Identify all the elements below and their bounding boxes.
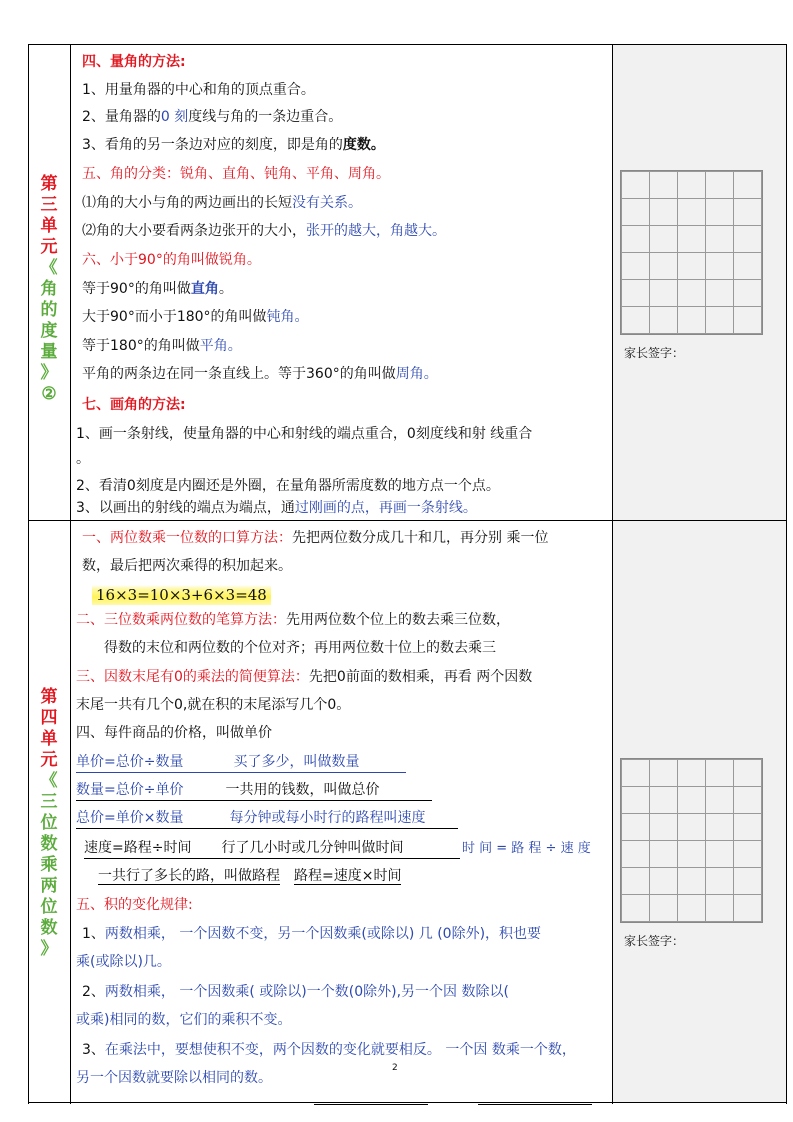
formula-line: 一共行了多长的路，叫做路程 路程=速度×时间 xyxy=(98,868,402,884)
grid-cell xyxy=(650,226,678,253)
grid-cell xyxy=(706,895,734,922)
section-heading: 七、画角的方法: xyxy=(82,397,186,413)
grid-cell xyxy=(734,253,762,280)
unit-title-char: 元 xyxy=(40,750,58,770)
unit-title-char: 乘 xyxy=(40,855,58,875)
text-line: 2、量角器的0 刻度线与角的一条边重合。 xyxy=(82,109,343,125)
unit-title-char: 位 xyxy=(40,813,58,833)
grid-cell xyxy=(734,760,762,787)
text-line: 平角的两条边在同一条直线上。等于360°的角叫做周角。 xyxy=(82,366,438,382)
unit-title-char: 》 xyxy=(40,363,58,383)
grid-cell xyxy=(650,280,678,307)
section-heading: 五、积的变化规律: xyxy=(76,897,193,913)
grid-cell xyxy=(622,841,650,868)
grid-cell xyxy=(650,868,678,895)
grid-cell xyxy=(706,787,734,814)
unit-title-char: 数 xyxy=(40,918,58,938)
unit-title-char: 角 xyxy=(40,279,58,299)
unit-title-char: 》 xyxy=(40,939,58,959)
grid-cell xyxy=(734,868,762,895)
grid-cell xyxy=(650,841,678,868)
grid-cell xyxy=(650,895,678,922)
formula-line: 总价=单价×数量 每分钟或每小时行的路程叫速度 xyxy=(76,808,458,829)
grid-cell xyxy=(734,199,762,226)
grid-cell xyxy=(622,787,650,814)
grid-cell xyxy=(734,280,762,307)
text-line: 二、三位数乘两位数的笔算方法：先用两位数个位上的数去乘三位数， xyxy=(76,612,510,628)
signature-grid xyxy=(620,758,763,923)
text-line: 三、因数末尾有0的乘法的简便算法：先把0前面的数相乘，再看 两个因数 xyxy=(76,669,533,685)
grid-cell xyxy=(622,199,650,226)
parent-signature-label: 家长签字： xyxy=(624,934,685,948)
unit-title-char: 位 xyxy=(40,897,58,917)
text-line: 2、看清0刻度是内圈还是外圈，在量角器所需度数的地方点一个点。 xyxy=(76,478,500,494)
unit-title-char: 四 xyxy=(40,708,58,728)
unit-title-char: 数 xyxy=(40,834,58,854)
grid-cell xyxy=(734,307,762,334)
unit-title-char: 单 xyxy=(40,729,58,749)
unit-title-char: 三 xyxy=(40,792,58,812)
grid-cell xyxy=(734,172,762,199)
grid-cell xyxy=(650,199,678,226)
grid-cell xyxy=(678,172,706,199)
grid-cell xyxy=(734,841,762,868)
text-line: 3、看角的另一条边对应的刻度，即是角的度数。 xyxy=(82,137,385,153)
grid-cell xyxy=(706,841,734,868)
text-line: 末尾一共有几个0,就在积的末尾添写几个0。 xyxy=(76,697,351,713)
grid-cell xyxy=(706,814,734,841)
text-line: 乘(或除以)几。 xyxy=(76,954,171,970)
grid-cell xyxy=(622,280,650,307)
section-heading: 四、量角的方法: xyxy=(82,54,186,70)
notes-table xyxy=(28,44,787,1104)
grid-cell xyxy=(622,868,650,895)
grid-cell xyxy=(678,787,706,814)
grid-cell xyxy=(678,226,706,253)
footer-rule xyxy=(478,1104,592,1105)
grid-cell xyxy=(678,253,706,280)
grid-cell xyxy=(622,226,650,253)
signature-grid xyxy=(620,170,763,335)
unit3-title xyxy=(28,174,70,405)
text-line: 四、每件商品的价格，叫做单价 xyxy=(76,725,272,741)
example-formula: 16×3=10×3+6×3=48 xyxy=(92,585,271,605)
text-line: 大于90°而小于180°的角叫做钝角。 xyxy=(82,309,309,325)
text-line: 或乘)相同的数，它们的乘积不变。 xyxy=(76,1012,292,1028)
text-line: 2、两数相乘， 一个因数乘( 或除以)一个数(0除外),另一个因 数除以( xyxy=(82,984,509,1000)
grid-cell xyxy=(678,307,706,334)
grid-cell xyxy=(650,307,678,334)
unit-title-char: 三 xyxy=(40,195,58,215)
grid-cell xyxy=(706,280,734,307)
unit-title-char: 量 xyxy=(40,342,58,362)
unit-title-char: 元 xyxy=(40,237,58,257)
section-heading: 五、角的分类：锐角、直角、钝角、平角、周角。 xyxy=(82,166,390,182)
grid-cell xyxy=(678,814,706,841)
section-heading: 六、小于90°的角叫做锐角。 xyxy=(82,252,261,268)
unit4-title xyxy=(28,687,70,960)
grid-cell xyxy=(706,868,734,895)
unit-title-char: 两 xyxy=(40,876,58,896)
parent-signature-label: 家长签字： xyxy=(624,346,685,360)
grid-cell xyxy=(734,226,762,253)
grid-cell xyxy=(622,814,650,841)
grid-cell xyxy=(734,814,762,841)
grid-cell xyxy=(678,760,706,787)
grid-cell xyxy=(706,172,734,199)
unit-title-char: 第 xyxy=(40,174,58,194)
text-line: 1、用量角器的中心和角的顶点重合。 xyxy=(82,82,315,98)
grid-cell xyxy=(734,787,762,814)
formula-line: 单价=总价÷数量 买了多少，叫做数量 xyxy=(76,752,406,773)
text-line: 另一个因数就要除以相同的数。 xyxy=(76,1070,272,1086)
formula-line: 数量=总价÷单价 一共用的钱数，叫做总价 xyxy=(76,780,432,801)
text-line: 3、在乘法中，要想使积不变，两个因数的变化就要相反。 一个因 数乘一个数， xyxy=(82,1042,576,1058)
grid-cell xyxy=(678,895,706,922)
text-line: 等于180°的角叫做平角。 xyxy=(82,338,242,354)
text-line: 一、两位数乘一位数的口算方法：先把两位数分成几十和几，再分别 乘一位 xyxy=(82,530,549,546)
grid-cell xyxy=(678,280,706,307)
unit-title-char: 第 xyxy=(40,687,58,707)
text-line: 1、画一条射线，使量角器的中心和射线的端点重合，0刻度线和射 线重合 xyxy=(76,426,533,442)
grid-cell xyxy=(706,199,734,226)
unit-title-char: 度 xyxy=(40,321,58,341)
grid-cell xyxy=(706,226,734,253)
grid-cell xyxy=(622,172,650,199)
grid-cell xyxy=(622,895,650,922)
text-line: 1、两数相乘， 一个因数不变，另一个因数乘(或除以) 几 (0除外)，积也要 xyxy=(82,926,542,942)
formula-line: 速度=路程÷时间 行了几小时或几分钟叫做时间 时 间 = 路 程 ÷ 速 度 xyxy=(84,838,591,859)
text-line: ⑴角的大小与角的两边画出的长短没有关系。 xyxy=(82,195,362,211)
unit-title-char: 《 xyxy=(40,771,58,791)
text-line: 得数的末位和两位数的个位对齐；再用两位数十位上的数去乘三 xyxy=(104,640,496,656)
unit-title-char: 的 xyxy=(40,300,58,320)
column-divider xyxy=(70,44,71,1104)
table-border-bottom xyxy=(28,1102,787,1103)
grid-cell xyxy=(650,760,678,787)
grid-cell xyxy=(650,253,678,280)
footer-rule xyxy=(314,1104,428,1105)
grid-cell xyxy=(622,760,650,787)
grid-cell xyxy=(706,307,734,334)
grid-cell xyxy=(650,787,678,814)
page-number: 2 xyxy=(392,1063,398,1073)
text-line: 3、以画出的射线的端点为端点，通过刚画的点，再画一条射线。 xyxy=(76,500,477,516)
grid-cell xyxy=(706,760,734,787)
grid-cell xyxy=(650,814,678,841)
unit-title-char: 单 xyxy=(40,216,58,236)
grid-cell xyxy=(650,172,678,199)
grid-cell xyxy=(678,199,706,226)
grid-cell xyxy=(678,868,706,895)
grid-cell xyxy=(678,841,706,868)
grid-cell xyxy=(622,307,650,334)
text-line: ⑵角的大小要看两条边张开的大小，张开的越大，角越大。 xyxy=(82,223,446,239)
unit-title-char: 《 xyxy=(40,258,58,278)
grid-cell xyxy=(734,895,762,922)
grid-cell xyxy=(622,253,650,280)
unit-title-char: ② xyxy=(41,384,57,404)
text-line: 数，最后把两次乘得的积加起来。 xyxy=(82,558,292,574)
text-line: 等于90°的角叫做直角。 xyxy=(82,281,233,297)
table-border-right xyxy=(786,44,787,1104)
text-line: 。 xyxy=(76,451,90,467)
grid-cell xyxy=(706,253,734,280)
